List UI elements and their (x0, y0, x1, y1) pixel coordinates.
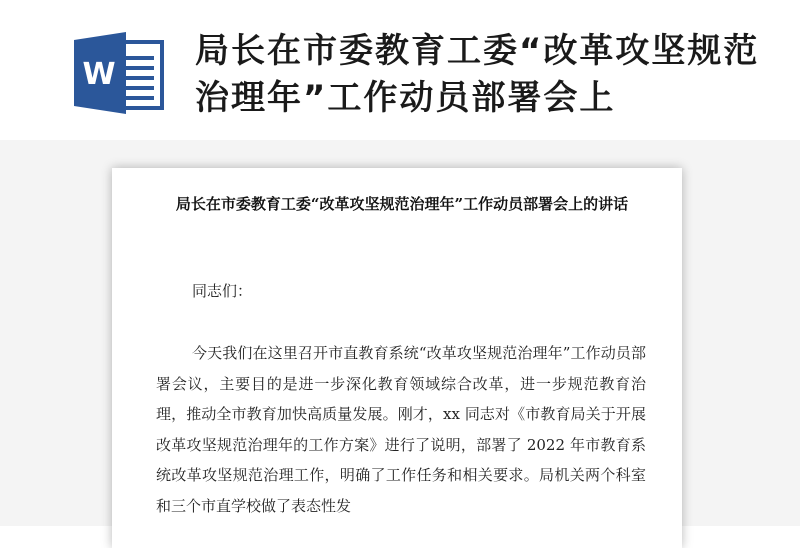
word-document-icon (74, 32, 164, 114)
page-title: 局长在市委教育工委“改革攻坚规范治理年”工作动员部署会上 (195, 31, 760, 118)
header-banner (0, 0, 800, 140)
document-paragraph: 今天我们在这里召开市直教育系统“改革攻坚规范治理年”工作动员部署会议，主要目的是进一步深化教育领域综合改革，进一步规范教育治理，推动全市教育加快高质量发展。刚才，xx 同志对《市教育局关于开展改革攻坚规范治理年的工作方案》进行了说明，部署了 2022 年市教育系统改革攻坚规范治理工作，明确了工作任务和相关要求。局机关两个科室和三个市直学校做了表态性发 (156, 344, 646, 515)
document-title: 局长在市委教育工委“改革攻坚规范治理年”工作动员部署会上的讲话 (175, 195, 629, 213)
document-salutation: 同志们： (192, 282, 253, 300)
word-icon-letter: W (82, 57, 116, 92)
document-page (112, 168, 682, 548)
